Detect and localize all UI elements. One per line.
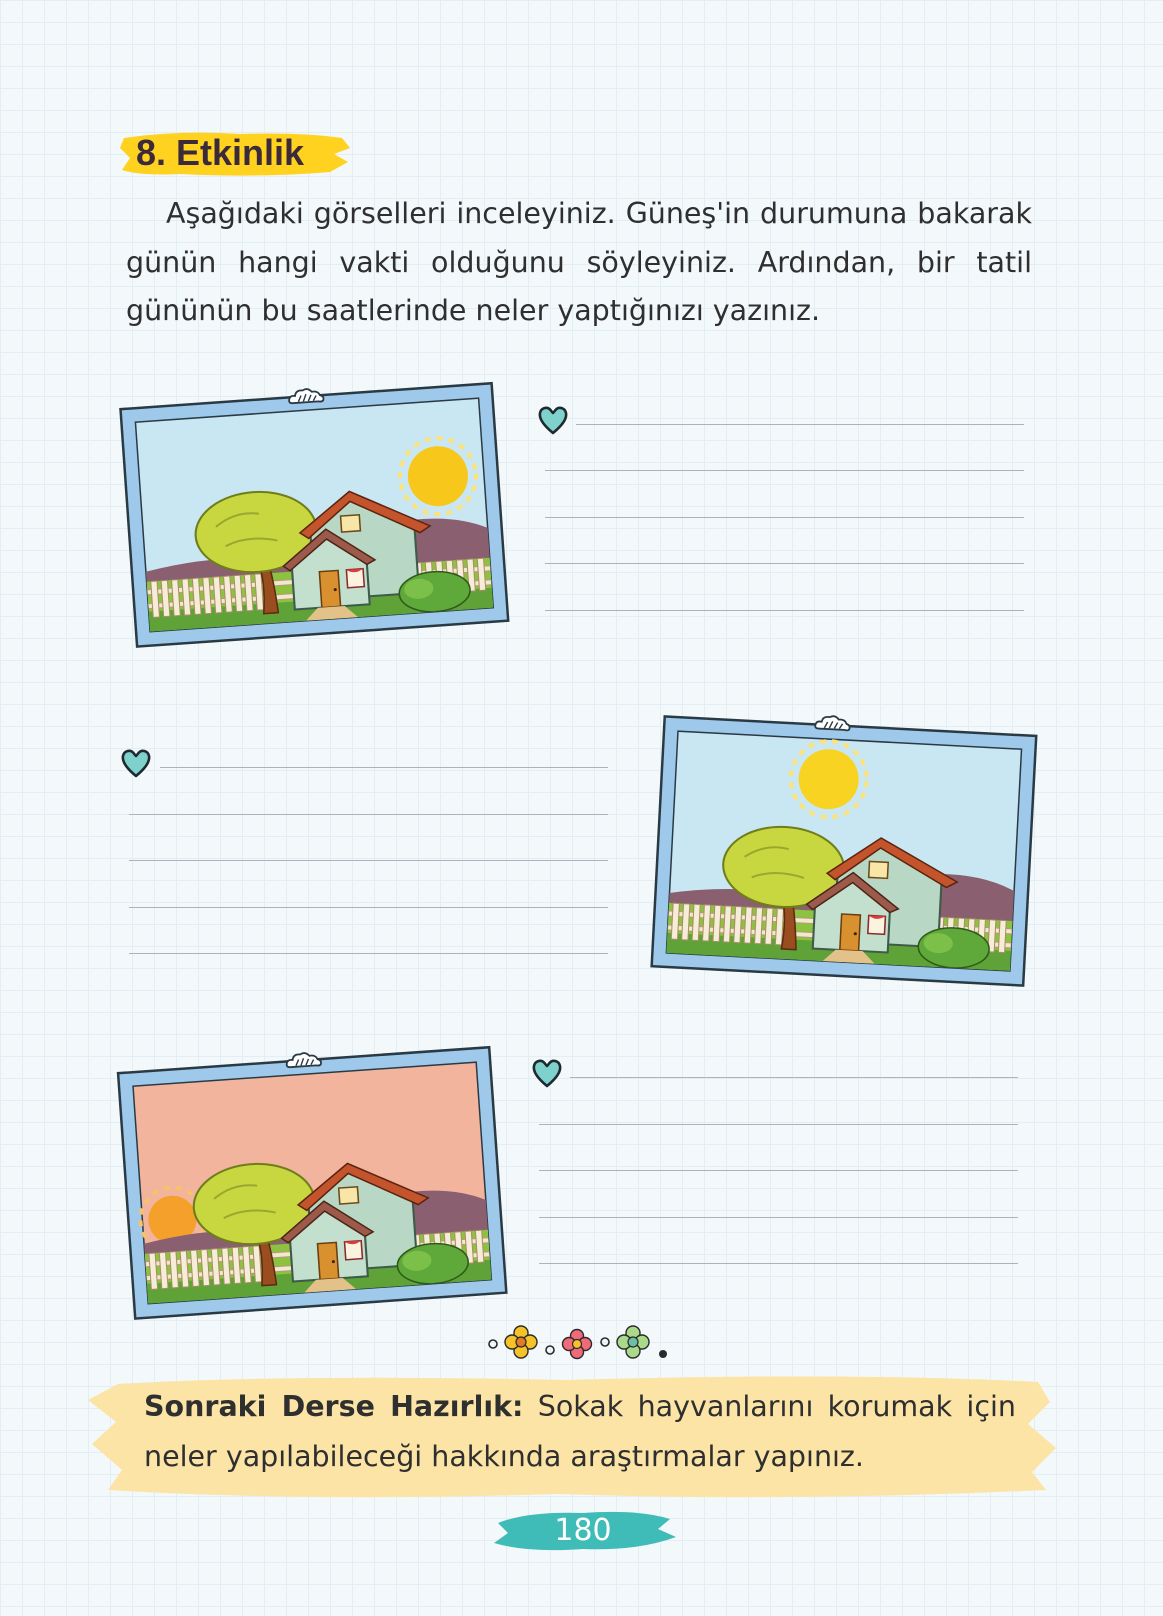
flower-icon	[505, 1326, 537, 1358]
activity-title	[120, 128, 352, 180]
writing-line[interactable]	[570, 1077, 1018, 1078]
photo-noon	[640, 700, 1046, 1000]
writing-line[interactable]	[576, 424, 1024, 425]
writing-line[interactable]	[129, 860, 608, 861]
title-text: 8. Etkinlik	[136, 132, 305, 173]
photo-evening	[108, 1030, 514, 1330]
writing-line[interactable]	[539, 1170, 1018, 1171]
writing-line[interactable]	[539, 1263, 1018, 1264]
writing-line[interactable]	[129, 953, 608, 954]
page-number-badge	[488, 1505, 678, 1555]
heart-icon	[536, 403, 570, 437]
flower-icon	[617, 1326, 649, 1358]
instruction-paragraph: Aşağıdaki görselleri inceleyiniz. Güneş'in durumuna bakarak günün hangi vakti olduğunu söyleyiniz. Ardından, bir tatil gününün bu saatlerinde neler yaptığınızı yazınız.	[126, 197, 1032, 327]
writing-line[interactable]	[545, 610, 1024, 611]
writing-line[interactable]	[545, 563, 1024, 564]
writing-line[interactable]	[129, 907, 608, 908]
photo-morning	[110, 360, 516, 660]
next-lesson-box	[88, 1372, 1060, 1502]
heart-icon	[530, 1056, 564, 1090]
flower-icon	[563, 1330, 592, 1359]
writing-line[interactable]	[545, 517, 1024, 518]
sun-icon	[789, 739, 869, 819]
next-lesson-body: Sokak hayvanlarını korumak için neler yapılabileceği hakkında araştırmalar yapınız.	[144, 1390, 1016, 1473]
next-lesson-text	[144, 1382, 1016, 1482]
flower-decoration	[485, 1320, 675, 1366]
writing-line[interactable]	[545, 470, 1024, 471]
writing-line[interactable]	[160, 767, 608, 768]
writing-line[interactable]	[539, 1124, 1018, 1125]
writing-line[interactable]	[539, 1217, 1018, 1218]
next-lesson-label: Sonraki Derse Hazırlık:	[144, 1390, 524, 1423]
writing-line[interactable]	[129, 814, 608, 815]
page-number: 180	[554, 1513, 612, 1548]
heart-icon	[119, 746, 153, 780]
